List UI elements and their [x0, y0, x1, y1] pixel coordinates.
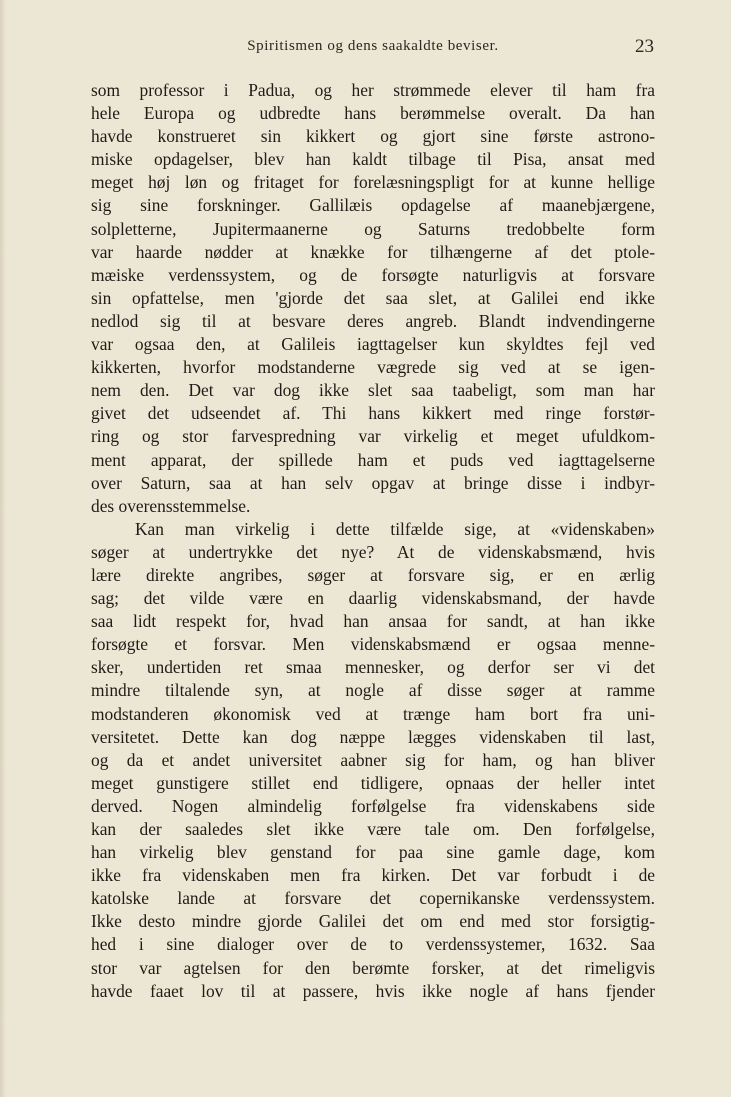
- text-line: Ikke desto mindre gjorde Galilei det om end med stor forsigtig-: [91, 911, 655, 932]
- text-line: nem den. Det var dog ikke slet saa taabeligt, som man har: [91, 380, 655, 401]
- text-line: hed i sine dialoger over de to verdenssystemer, 1632. Saa: [91, 934, 655, 955]
- text-line: havde konstrueret sin kikkert og gjort sine første astrono-: [91, 126, 655, 147]
- text-line: over Saturn, saa at han selv opgav at bringe disse i indbyr-: [91, 472, 655, 493]
- page-edge-shadow: [0, 0, 6, 1097]
- running-title: Spiritismen og dens saakaldte beviser.: [247, 38, 499, 54]
- text-line: hele Europa og udbredte hans berømmelse overalt. Da han: [91, 103, 655, 124]
- text-line: stor var agtelsen for den berømte forsker, at det rimeligvis: [91, 957, 655, 978]
- text-line: mæiske verdenssystem, og de forsøgte naturligvis at forsvare: [91, 264, 655, 285]
- text-line: sig sine forskninger. Gallilæis opdagelse af maanebjærgene,: [91, 195, 655, 216]
- text-line: sin opfattelse, men 'gjorde det saa slet, at Galilei end ikke: [91, 287, 655, 308]
- text-line: katolske lande at forsvare det copernikanske verdenssystem.: [91, 888, 655, 909]
- text-line: versitetet. Dette kan dog næppe lægges videnskaben til last,: [91, 726, 655, 747]
- text-line: han virkelig blev genstand for paa sine gamle dage, kom: [91, 842, 655, 863]
- text-line: modstanderen økonomisk ved at trænge ham bort fra uni-: [91, 703, 655, 724]
- text-line: var ogsaa den, at Galileis iagttagelser kun skyldtes fejl ved: [91, 334, 655, 355]
- text-line: som professor i Padua, og her strømmede elever til ham fra: [91, 80, 655, 100]
- text-line: forsøgte et forsvar. Men videnskabsmænd er ogsaa menne-: [91, 634, 655, 655]
- text-line: sag; det vilde være en daarlig videnskabsmand, der havde: [91, 588, 655, 609]
- text-line: og da et andet universitet aabner sig for ham, og han bliver: [91, 749, 655, 770]
- text-line: ikke fra videnskaben men fra kirken. Det var forbudt i de: [91, 865, 655, 886]
- text-line: miske opdagelser, blev han kaldt tilbage til Pisa, ansat med: [91, 149, 655, 170]
- text-line: kikkerten, hvorfor modstanderne vægrede sig ved at se igen-: [91, 357, 655, 378]
- body-text: [91, 79, 655, 1003]
- text-line: lære direkte angribes, søger at forsvare sig, er en ærlig: [91, 564, 655, 585]
- text-line: meget høj løn og fritaget for forelæsningspligt for at kunne hellige: [91, 172, 655, 193]
- text-line: meget gunstigere stillet end tidligere, opnaas der heller intet: [91, 772, 655, 793]
- text-line: var haarde nødder at knække for tilhængerne af det ptole-: [91, 241, 655, 262]
- text-line: solpletterne, Jupitermaanerne og Saturns tredobbelte form: [91, 218, 655, 239]
- text-line: mindre tiltalende syn, at nogle af disse søger at ramme: [91, 680, 655, 701]
- text-line: givet det udseendet af. Thi hans kikkert med ringe forstør-: [91, 403, 655, 424]
- text-line: ment apparat, der spillede ham et puds ved iagttagelserne: [91, 449, 655, 470]
- running-head: [92, 36, 654, 60]
- text-line: kan der saaledes slet ikke være tale om. Den forfølgelse,: [91, 819, 655, 839]
- text-line: saa lidt respekt for, hvad han ansaa for sandt, at han ikke: [91, 611, 655, 632]
- text-line: derved. Nogen almindelig forfølgelse fra videnskabens side: [91, 795, 655, 816]
- text-line: ring og stor farvespredning var virkelig et meget ufuldkom-: [91, 426, 655, 447]
- text-line: havde faaet lov til at passere, hvis ikke nogle af hans fjender: [91, 980, 655, 1001]
- text-line: nedlod sig til at besvare deres angreb. Blandt indvendingerne: [91, 310, 655, 331]
- text-line: søger at undertrykke det nye? At de videnskabsmænd, hvis: [91, 541, 655, 562]
- text-line: sker, undertiden ret smaa mennesker, og derfor ser vi det: [91, 657, 655, 678]
- page-number: 23: [635, 36, 654, 57]
- text-line: Kan man virkelig i dette tilfælde sige, at «videnskaben»: [135, 518, 655, 539]
- text-line: des overensstemmelse.: [91, 495, 251, 516]
